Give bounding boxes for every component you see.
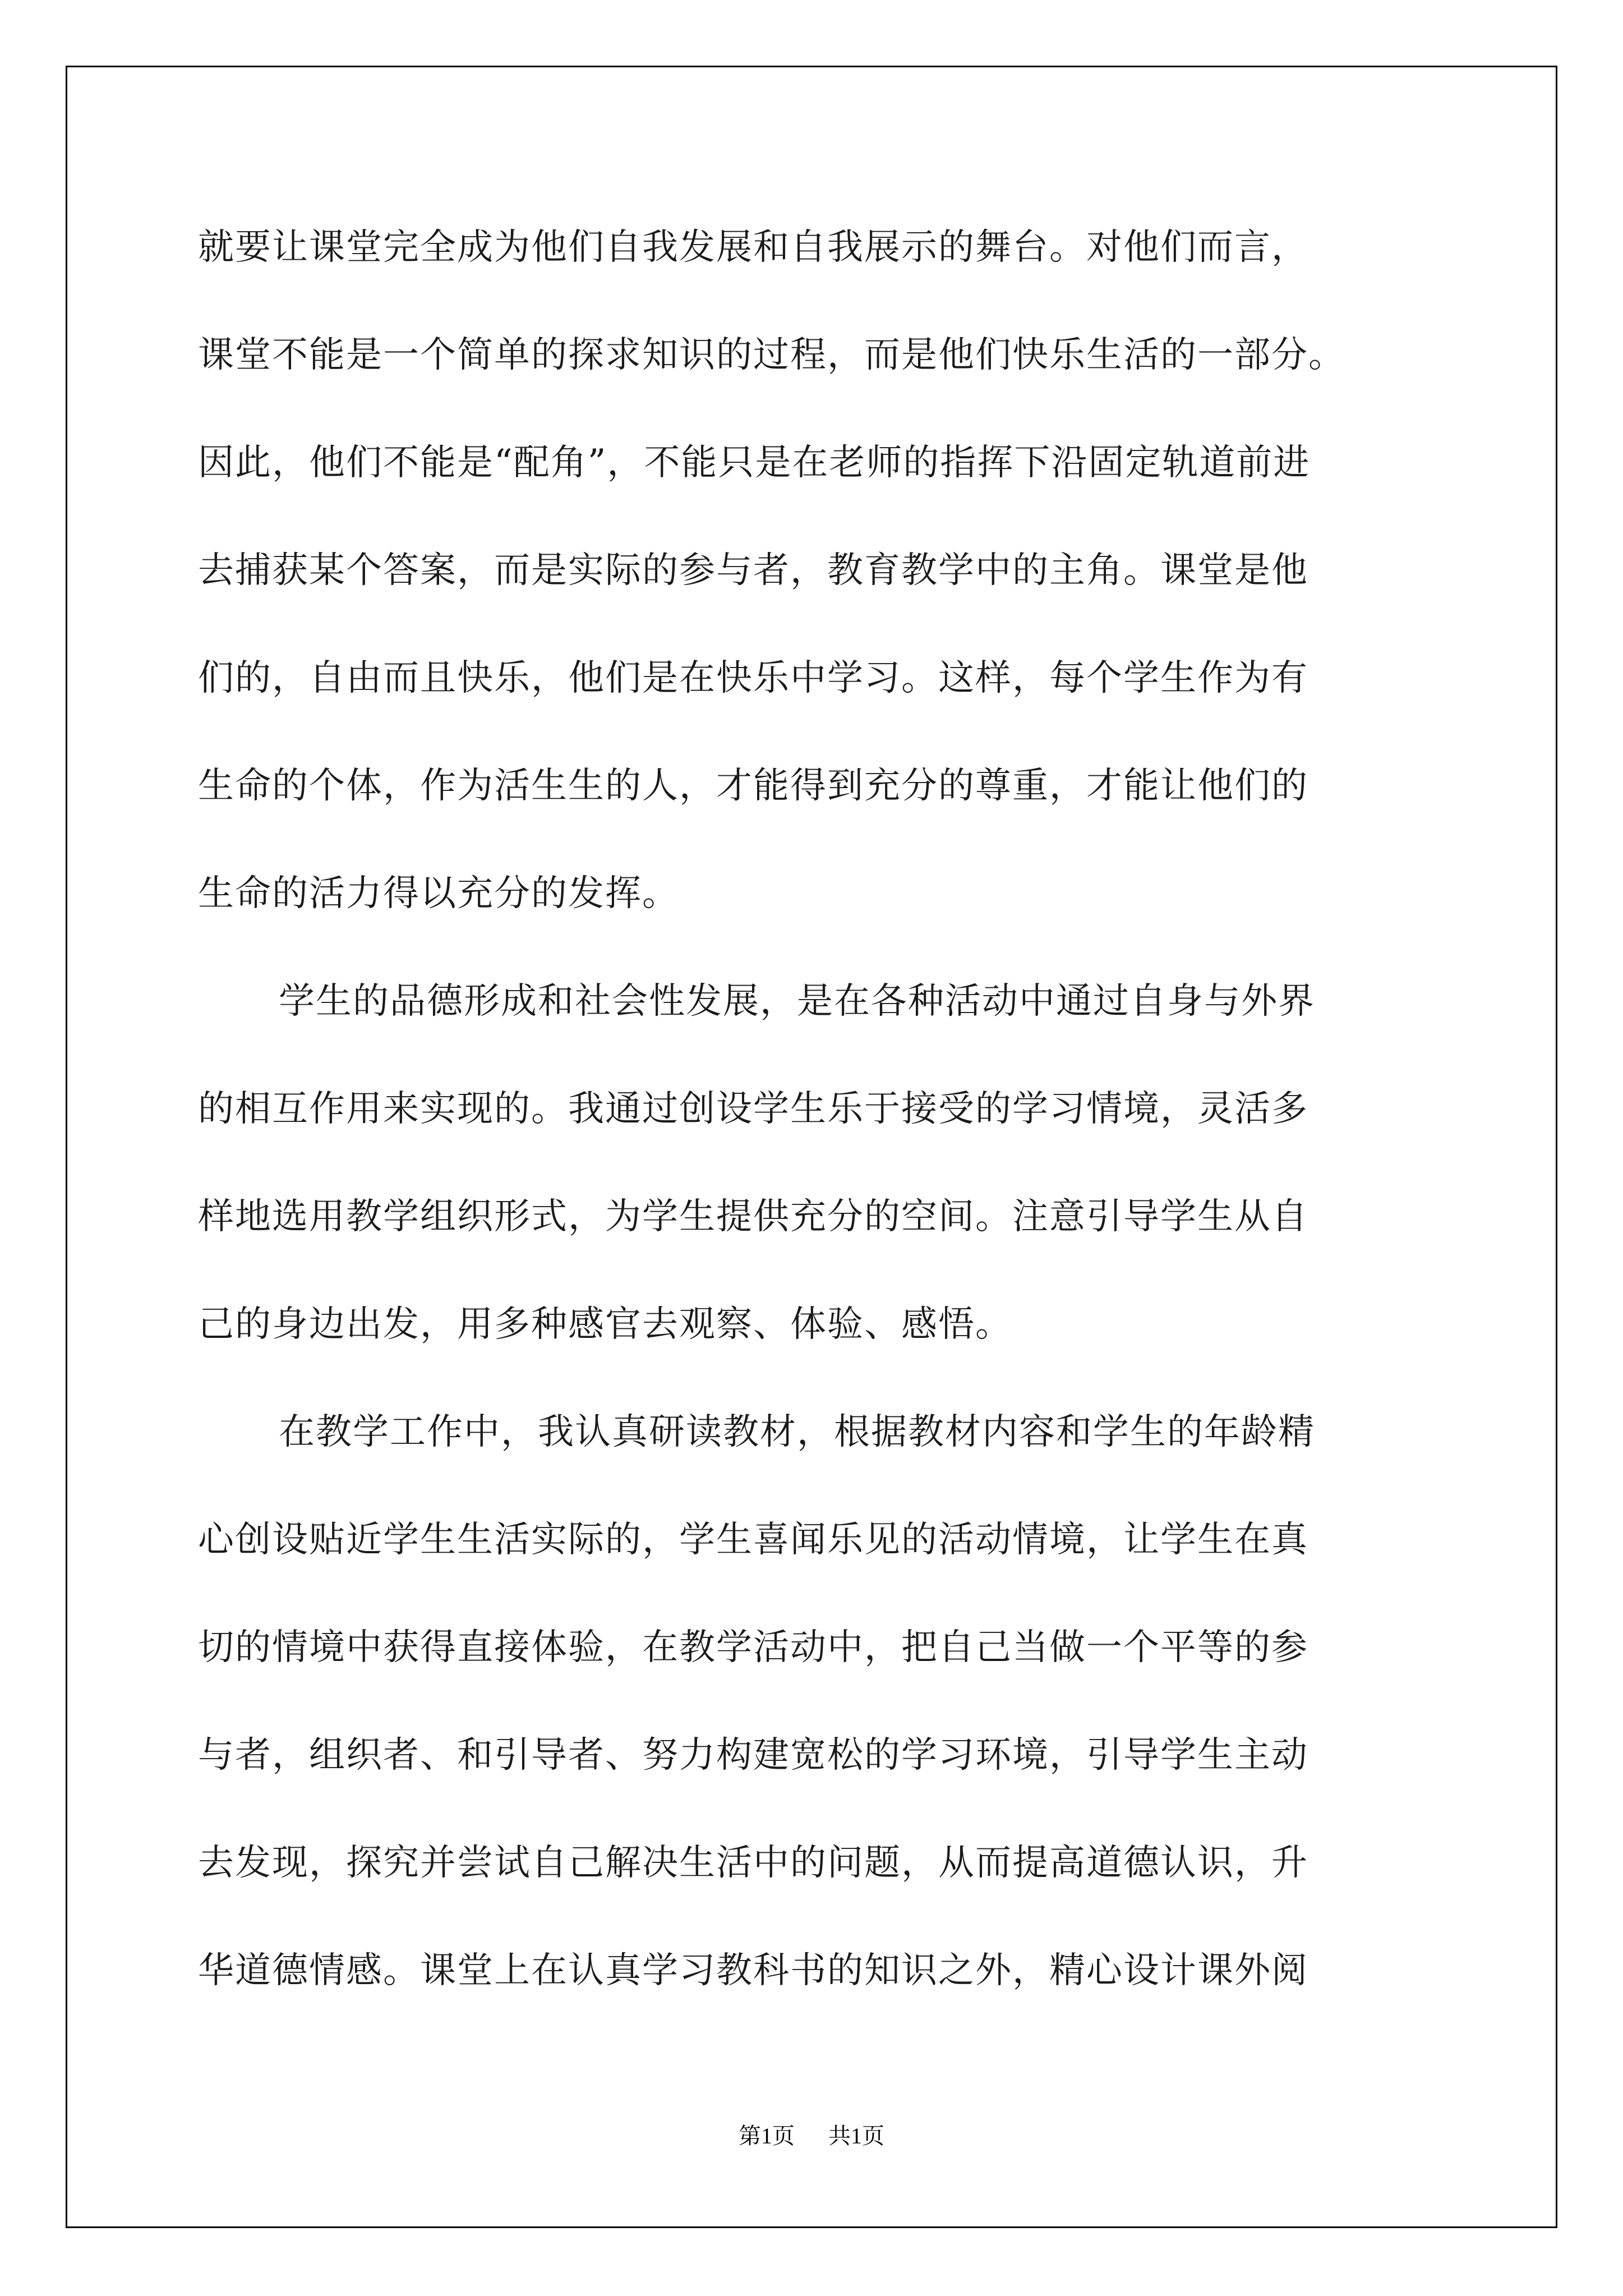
- paragraph-start-line: 在教学工作中，我认真研读教材，根据教材内容和学生的年龄精: [279, 1411, 1315, 1453]
- paragraph-start-line: 学生的品德形成和社会性发展，是在各种活动中通过自身与外界: [279, 981, 1315, 1022]
- page-footer: [0, 2119, 1623, 2153]
- text-line: 就要让课堂完全成为他们自我发展和自我展示的舞台。对他们而言，: [198, 227, 1308, 268]
- text-line: 心创设贴近学生生活实际的，学生喜闻乐见的活动情境，让学生在真: [198, 1519, 1308, 1561]
- text-line: 生命的个体，作为活生生的人，才能得到充分的尊重，才能让他们的: [198, 765, 1308, 807]
- text-line: 华道德情感。课堂上在认真学习教科书的知识之外，精心设计课外阅: [198, 1950, 1308, 1991]
- text-line: 因此，他们不能是“配角”，不能只是在老师的指挥下沿固定轨道前进: [198, 442, 1311, 484]
- page-total: 共1页: [828, 2123, 884, 2148]
- text-line: 样地选用教学组织形式，为学生提供充分的空间。注意引导学生从自: [198, 1196, 1308, 1237]
- text-line: 切的情境中获得直接体验，在教学活动中，把自己当做一个平等的参: [198, 1627, 1308, 1668]
- text-line: 与者，组织者、和引导者、努力构建宽松的学习环境，引导学生主动: [198, 1734, 1308, 1776]
- text-line: 的相互作用来实现的。我通过创设学生乐于接受的学习情境，灵活多: [198, 1088, 1308, 1130]
- document-body: [198, 194, 1432, 2024]
- text-line: 去捕获某个答案，而是实际的参与者，教育教学中的主角。课堂是他: [198, 550, 1308, 591]
- text-line: 己的身边出发，用多种感官去观察、体验、感悟。: [198, 1304, 1012, 1345]
- page-number: 第1页: [739, 2123, 795, 2148]
- text-line: 去发现，探究并尝试自己解决生活中的问题，从而提高道德认识，升: [198, 1842, 1308, 1884]
- text-line: 课堂不能是一个简单的探求知识的过程，而是他们快乐生活的一部分。: [198, 334, 1345, 376]
- text-line: 们的，自由而且快乐，他们是在快乐中学习。这样，每个学生作为有: [198, 657, 1308, 699]
- text-line: 生命的活力得以充分的发挥。: [198, 873, 679, 914]
